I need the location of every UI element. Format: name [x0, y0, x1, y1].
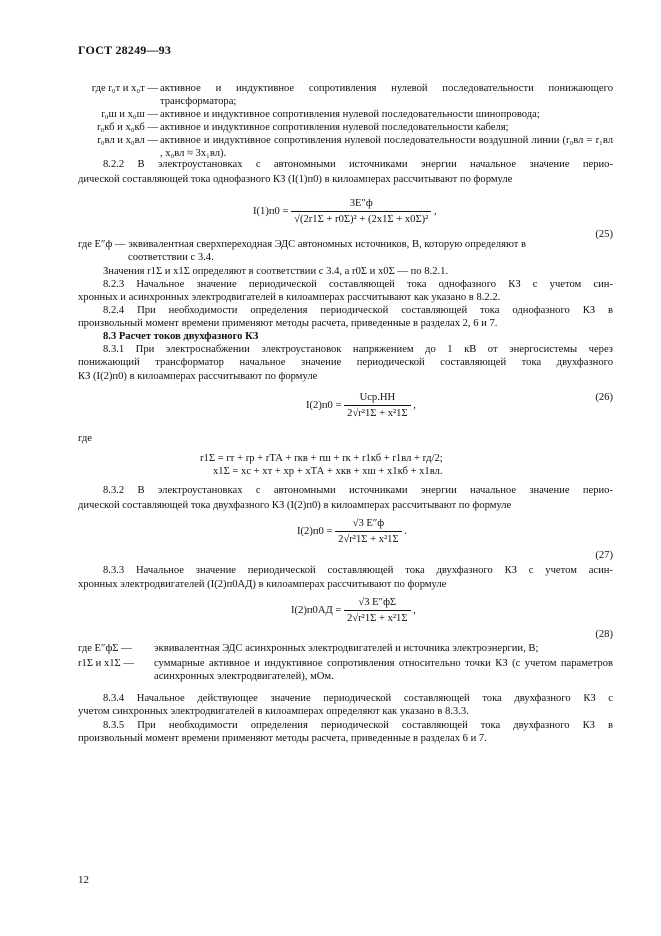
defs-zero-sequence — [78, 82, 613, 158]
eq-numerator: 3E″ф — [291, 197, 431, 212]
para-8-2-2: 8.2.2 В электроустановках с автономными источниками энергии начальное значение перио- — [103, 159, 613, 170]
def-term: r₀кб и x₀кб — — [97, 122, 158, 133]
para-8-2-3-cont: хронных и асинхронных электродвигателей в килоамперах рассчитывают как указано в 8.2.2. — [78, 292, 501, 303]
equation-25 — [253, 197, 437, 226]
def-term: где r₀т и x₀т — — [91, 83, 158, 94]
eq-fraction — [344, 391, 411, 420]
eq-numerator: √3 E″ф — [335, 517, 402, 532]
eq-tail: , — [413, 399, 416, 411]
eq-denominator: 2√r²1Σ + x²1Σ — [347, 613, 408, 624]
eq-numerator: Uср.НН — [344, 391, 411, 406]
equation-26 — [306, 391, 416, 420]
def-term: r₀ш и x₀ш — — [101, 109, 158, 120]
eq-fraction — [291, 197, 431, 226]
equation-number-26: (26) — [595, 392, 613, 403]
def-desc: активное и индуктивное сопротивления нулевой последовательности понижающего трансформатора; — [160, 83, 613, 107]
para-8-3-3-cont: хронных электродвигателей (I(2)п0АД) в килоамперах рассчитывают по формуле — [78, 579, 447, 590]
eq-tail: . — [404, 525, 407, 537]
para-8-2-4: 8.2.4 При необходимости определения периодической составляющей тока однофазного КЗ в — [103, 305, 613, 316]
para-8-3-5-cont: произвольный момент времени применяют методы расчета, приведенные в разделах 6 и 7. — [78, 733, 487, 744]
eq-denominator: 2√r²1Σ + x²1Σ — [338, 534, 399, 545]
eq-tail: , — [413, 604, 416, 616]
label-where: где — [78, 433, 92, 444]
para-values: Значения r1Σ и x1Σ определяют в соответствии с 3.4, а r0Σ и x0Σ — по 8.2.1. — [103, 266, 449, 277]
eq-fraction — [344, 596, 411, 625]
eq-lhs: I(1)п0 = — [253, 205, 289, 217]
eq-lhs: I(2)п0 = — [306, 399, 342, 411]
para-8-3-1-cont2: КЗ (I(2)п0) в килоамперах рассчитывают по формуле — [78, 371, 318, 382]
para-8-2-3: 8.2.3 Начальное значение периодической составляющей тока однофазного КЗ с учетом син- — [103, 279, 613, 290]
para-8-3-4: 8.3.4 Начальное действующее значение периодической составляющей тока двухфазного КЗ с — [103, 693, 613, 704]
eq-lhs: I(2)п0АД = — [291, 604, 342, 616]
def-e-phase-cont: соответствии с 3.4. — [128, 252, 214, 263]
page-header: ГОСТ 28249—93 — [78, 43, 172, 57]
def-desc: эквивалентная ЭДС асинхронных электродвигателей и источника электроэнергии, В; — [154, 643, 539, 654]
equation-27 — [297, 517, 407, 546]
equation-r-sum: r1Σ = rт + rр + rТА + rкв + rш + rк + r1кб + r1вл + rд/2; — [200, 453, 443, 464]
para-8-3-3: 8.3.3 Начальное значение периодической составляющей тока двухфазного КЗ с учетом асин- — [103, 565, 613, 576]
para-8-3-2: 8.3.2 В электроустановках с автономными источниками энергии начальное значение перио- — [103, 485, 613, 496]
eq-fraction — [335, 517, 402, 546]
eq-numerator: √3 E″фΣ — [344, 596, 411, 611]
para-8-3-1-cont: понижающий трансформатор начальное значение периодической составляющей тока двухфазного — [78, 357, 613, 368]
def-e-phase: где E″ф — эквивалентная сверхпереходная ЭДС автономных источников, В, которую определяют в — [78, 239, 527, 250]
page-number: 12 — [78, 874, 89, 886]
def-desc: активное и индуктивное сопротивления нулевой последовательности воздушной линии (r₀вл = r₁вл , x₀вл ≈ 3x₁вл). — [160, 135, 613, 159]
def-desc: активное и индуктивное сопротивления нулевой последовательности шинопровода; — [160, 109, 540, 120]
def-term: r1Σ и x1Σ — — [78, 658, 134, 669]
para-8-2-2-cont: дической составляющей тока однофазного КЗ (I(1)п0) в килоамперах рассчитывают по формуле — [78, 174, 513, 185]
para-8-3-5: 8.3.5 При необходимости определения периодической составляющей тока двухфазного КЗ в — [103, 720, 613, 731]
def-term: r₀вл и x₀вл — — [97, 135, 158, 146]
para-8-3-1: 8.3.1 При электроснабжении электроустановок напряжением до 1 кВ от энергосистемы через — [103, 344, 613, 355]
equation-number-25: (25) — [595, 229, 613, 240]
equation-number-28: (28) — [595, 629, 613, 640]
equation-number-27: (27) — [595, 550, 613, 561]
para-8-2-4-cont: произвольный момент времени применяют методы расчета, приведенные в разделах 2, 6 и 7. — [78, 318, 498, 329]
eq-lhs: I(2)п0 = — [297, 525, 333, 537]
equation-x-sum: x1Σ = xс + xт + xр + xТА + xкв + xш + x1кб + x1вл. — [213, 466, 443, 477]
eq-tail: , — [433, 205, 437, 217]
para-8-3-4-cont: учетом синхронных электродвигателей в килоамперах определяют как указано в 8.3.3. — [78, 706, 469, 717]
eq-denominator: 2√r²1Σ + x²1Σ — [347, 408, 408, 419]
def-desc: активное и индуктивное сопротивления нулевой последовательности кабеля; — [160, 122, 509, 133]
section-heading-8-3: 8.3 Расчет токов двухфазного КЗ — [103, 331, 259, 342]
def-term: где E″фΣ — — [78, 643, 132, 654]
eq-denominator: √(2r1Σ + r0Σ)² + (2x1Σ + x0Σ)² — [294, 214, 429, 225]
def-desc: суммарные активное и индуктивное сопротивления относительно точки КЗ (с учетом параметров асинхронных электродвигателей), мОм. — [154, 658, 613, 682]
defs-eq-28 — [78, 642, 613, 690]
equation-28 — [291, 596, 416, 625]
para-8-3-2-cont: дической составляющей тока двухфазного КЗ (I(2)п0) в килоамперах рассчитывают по формуле — [78, 500, 512, 511]
